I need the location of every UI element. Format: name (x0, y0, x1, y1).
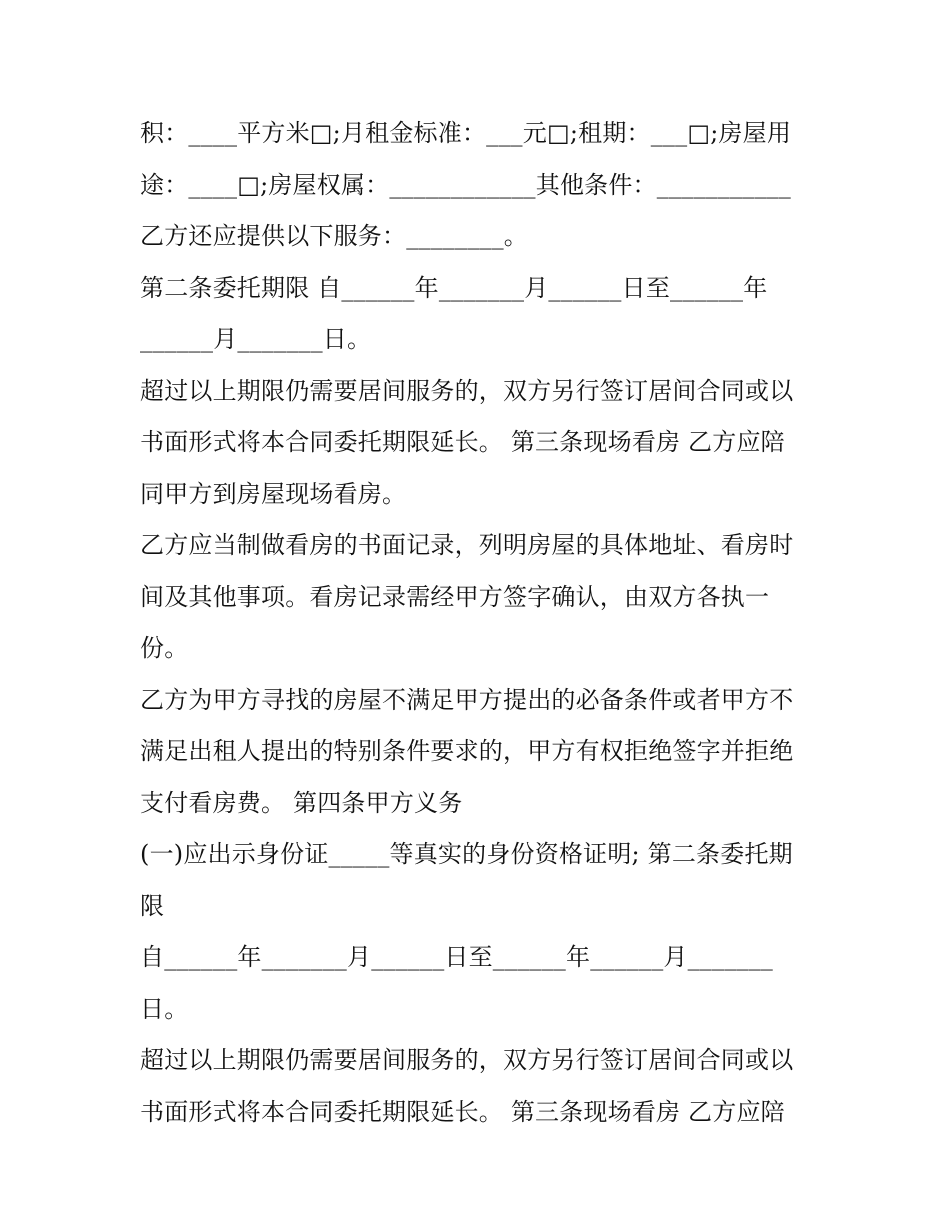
text-line: 书面形式将本合同委托期限延长。 第三条现场看房 乙方应陪 (140, 1097, 785, 1126)
text-line: 乙方应当制做看房的书面记录，列明房屋的具体地址、看房时 (140, 531, 794, 559)
text-line: (一)应出示身份证_____等真实的身份资格证明; 第二条委托期 (140, 840, 793, 868)
text-line: 同甲方到房屋现场看房。 (140, 479, 407, 508)
text-line: 超过以上期限仍需要居间服务的，双方另行签订居间合同或以 (140, 376, 794, 405)
text-line: 途：____□;房屋权属：____________其他条件：___________ (140, 170, 791, 199)
text-line: 积：____平方米□;月租金标准：___元□;租期：___□;房屋用 (140, 119, 792, 147)
text-line: 限 (140, 891, 165, 920)
text-line: 乙方还应提供以下服务：________。 (140, 222, 528, 250)
text-line: ______月_______日。 (140, 325, 372, 353)
text-line: 自______年_______月______日至______年______月_______ (140, 943, 773, 971)
text-line: 满足出租人提出的特别条件要求的，甲方有权拒绝签字并拒绝 (140, 737, 794, 765)
text-line: 支付看房费。 第四条甲方义务 (140, 788, 463, 817)
text-line: 第二条委托期限 自______年_______月______日至______年 (140, 273, 768, 302)
text-line: 书面形式将本合同委托期限延长。 第三条现场看房 乙方应陪 (140, 428, 785, 456)
text-line: 间及其他事项。看房记录需经甲方签字确认，由双方各执一 (140, 582, 770, 611)
text-line: 乙方为甲方寻找的房屋不满足甲方提出的必备条件或者甲方不 (140, 685, 794, 714)
document-body (140, 108, 820, 1138)
text-line: 份。 (140, 634, 189, 662)
text-line: 超过以上期限仍需要居间服务的，双方另行签订居间合同或以 (140, 1046, 794, 1074)
text-line: 日。 (140, 994, 189, 1023)
